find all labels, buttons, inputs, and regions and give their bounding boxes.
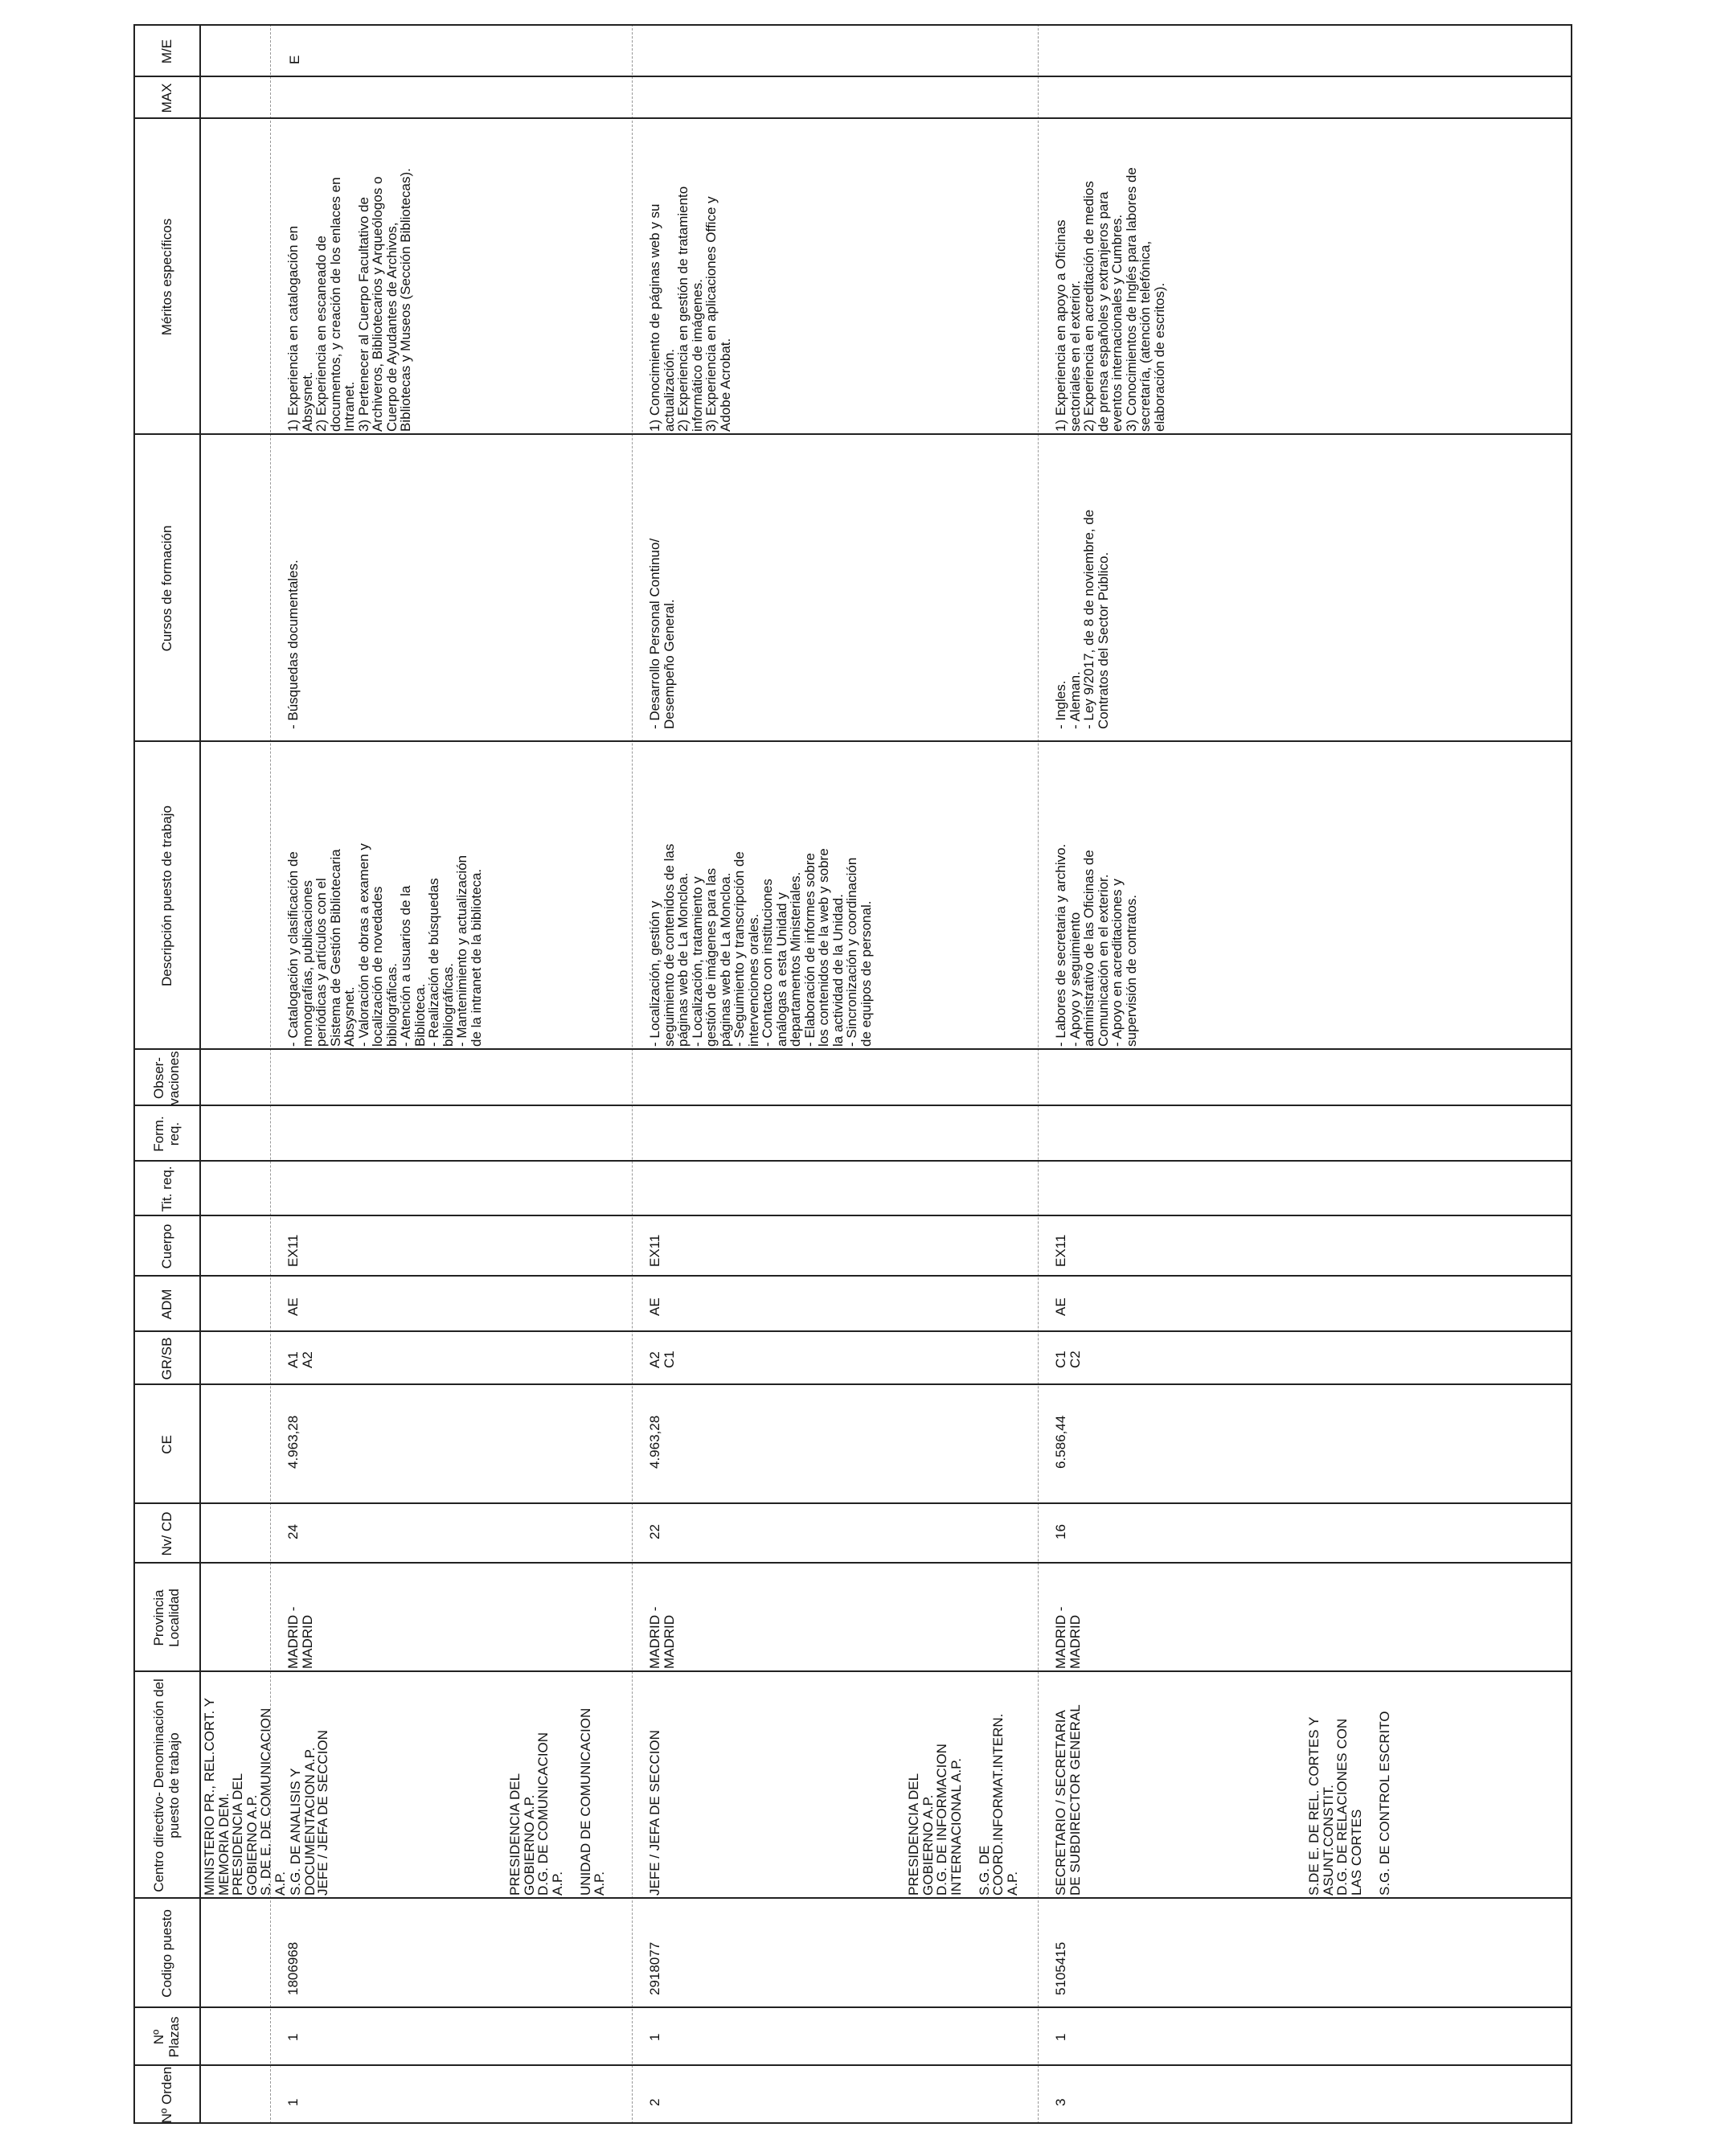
col-line — [133, 76, 1572, 77]
row-2-denominacion: JEFE / JEFA DE SECCION — [647, 1730, 662, 1896]
row-1-descripcion: - Catalogación y clasificación de monografías, publicaciones periódicas y artículos con el Sistema de Gestión Bibliotecaria Absysnet. - Valoración de obras a examen y localización de novedades bibliográficas. - Atención a usuarios de la Biblioteca. - Realización de búsquedas bibliográficas. - Mantenimiento y actualización de la intranet de la biblioteca. — [285, 843, 484, 1047]
row-3-cursos: - Ingles. - Aleman. - Ley 9/2017, de 8 de noviembre, de Contratos del Sector Público. — [1053, 509, 1111, 729]
row-1-nivel: 24 — [285, 1524, 301, 1539]
row-2-grupo: A2 C1 — [647, 1351, 677, 1368]
col-line — [133, 24, 1572, 26]
col-line — [133, 1330, 1572, 1332]
row-3-orden: 3 — [1053, 2098, 1068, 2106]
col-line — [133, 1562, 1572, 1564]
row-1-cursos: - Búsquedas documentales. — [285, 559, 301, 729]
col-line — [133, 1215, 1572, 1216]
col-line — [133, 1897, 1572, 1899]
row-1-denominacion: JEFE / JEFA DE SECCION — [315, 1730, 330, 1896]
header-cursos: Cursos de formación — [158, 525, 174, 652]
col-line — [133, 2064, 1572, 2066]
row-2-codigo: 2918077 — [647, 1941, 662, 1995]
row-1-plazas: 1 — [285, 2033, 301, 2041]
col-line — [133, 1160, 1572, 1162]
row-3-grupo: C1 C2 — [1053, 1351, 1083, 1368]
row-1-provincia: MADRID - MADRID — [285, 1606, 315, 1669]
row-1-cuerpo: EX11 — [285, 1234, 301, 1267]
header-codigo: Codigo puesto — [158, 1909, 174, 1998]
row-2-cuerpo: EX11 — [647, 1234, 662, 1267]
row-1-me: E — [287, 55, 302, 64]
header-provincia: Provincia Localidad — [151, 1588, 182, 1647]
row-separator — [632, 24, 633, 2124]
row-1-adm: AE — [285, 1297, 301, 1316]
row-separator — [1038, 24, 1039, 2124]
row-2-descripcion: - Localización, gestión y seguimiento de contenidos de las páginas web de La Moncloa. - Localización, tratamiento y gestión de imágenes para las páginas web de La Moncloa. - Seguimiento y transcripción de intervenciones orales. - Contacto con instituciones análogas a esta Unidad y departamentos Ministeriales. - Elaboración de informes sobre los contenidos de la web y sobre la actividad de la Unidad. - Sincronización y coordinación de equipos de personal. — [647, 843, 874, 1047]
row-2-plazas: 1 — [647, 2033, 662, 2041]
job-table — [133, 24, 1572, 2124]
header-me: M/E — [158, 39, 174, 64]
row-3-adm: AE — [1053, 1297, 1068, 1316]
row-3-cuerpo: EX11 — [1053, 1234, 1068, 1267]
header-form: Form. req. — [151, 1116, 182, 1152]
col-line — [133, 117, 1572, 119]
header-grupo: GR/SB — [158, 1337, 174, 1380]
row-3-meritos: 1) Experiencia en apoyo a Oficinas sectoriales en el exterior. 2) Experiencia en acreditación de medios de prensa españoles y extranjeros para eventos internacionales y Cumbres. 3) Conocimientos de Inglés para labores de secretaría, (atención telefónica, elaboración de escritos). — [1053, 167, 1167, 432]
header-adm: ADM — [158, 1289, 174, 1320]
row-2-orden: 2 — [647, 2098, 662, 2106]
row-2-nivel: 22 — [647, 1524, 662, 1539]
row-1-next-centro: PRESIDENCIA DEL GOBIERNO A.P. D.G. DE COMUNICACION A.P. UNIDAD DE COMUNICACION A.P. — [507, 1707, 607, 1896]
row-2-next-centro: PRESIDENCIA DEL GOBIERNO A.P. D.G. DE INFORMACION INTERNACIONAL A.P. S.G. DE COORD.INFORMAT.INTERN. A.P. — [906, 1713, 1020, 1896]
header-ce: CE — [158, 1435, 174, 1454]
row-2-provincia: MADRID - MADRID — [647, 1606, 677, 1669]
header-descripcion: Descripción puesto de trabajo — [158, 805, 174, 986]
col-line — [133, 1105, 1572, 1106]
header-divider — [199, 24, 201, 2124]
row-2-cursos: - Desarrollo Personal Continuo/ Desempeño General. — [647, 538, 677, 729]
centro-ministerio: MINISTERIO PR., REL.CORT. Y MEMORIA DEM. PRESIDENCIA DEL GOBIERNO A.P. S. DE E. DE COMUNICACION A.P. — [202, 1698, 288, 1896]
row-3-ce: 6.586,44 — [1053, 1415, 1068, 1469]
row-3-next-centro: S.DE E. DE REL. CORTES Y ASUNT.CONSTIT. D.G. DE RELACIONES CON LAS CORTES S.G. DE CONTROL ESCRITO — [1306, 1711, 1392, 1896]
row-3-denominacion: SECRETARIO / SECRETARIA DE SUBDIRECTOR GENERAL — [1053, 1704, 1083, 1896]
row-2-adm: AE — [647, 1297, 662, 1316]
header-plazas: Nº Plazas — [151, 2016, 182, 2058]
col-line — [133, 2122, 1572, 2124]
row-3-plazas: 1 — [1053, 2033, 1068, 2041]
row-1-grupo: A1 A2 — [285, 1351, 315, 1368]
row-3-provincia: MADRID - MADRID — [1053, 1606, 1083, 1669]
col-line — [133, 1383, 1572, 1385]
row-2-meritos: 1) Conocimiento de páginas web y su actualización. 2) Experiencia en gestión de tratamiento informático de imágenes. 3) Experiencia en aplicaciones Office y Adobe Acrobat. — [647, 186, 733, 432]
col-line — [133, 1502, 1572, 1504]
row-1-orden: 1 — [285, 2098, 301, 2106]
header-meritos: Méritos específicos — [158, 218, 174, 336]
row-1-codigo: 1806968 — [285, 1941, 301, 1995]
col-line — [133, 1048, 1572, 1050]
header-orden: Nº Orden — [158, 2066, 174, 2124]
table-border-bottom — [1571, 24, 1572, 2124]
centro-subdireccion: S.G. DE ANALISIS Y DOCUMENTACION A.P. — [288, 1747, 318, 1896]
header-nivel: Nv/ CD — [158, 1511, 174, 1556]
row-3-descripcion: - Labores de secretaria y archivo. - Apoyo y seguimiento administrativo de las Oficinas de Comunicación en el exterior. - Apoyo en acreditaciones y supervisión de contratos. — [1053, 843, 1139, 1047]
header-tit: Tit. req. — [158, 1166, 174, 1212]
header-cuerpo: Cuerpo — [158, 1224, 174, 1269]
header-max: MAX — [158, 83, 174, 113]
col-line — [133, 1275, 1572, 1277]
row-1-ce: 4.963,28 — [285, 1415, 301, 1469]
header-observaciones: Obser- vaciones — [151, 1051, 182, 1105]
row-3-nivel: 16 — [1053, 1524, 1068, 1539]
row-1-meritos: 1) Experiencia en catalogación en Absysnet. 2) Experiencia en escaneado de documentos, y creación de los enlaces en Intranet. 3) Pertenecer al Cuerpo Facultativo de Archiveros, Bibliotecarios y Arqueólogos o Cuerpo de Ayudantes de Archivos, Bibliotecas y Museos (Sección Bibliotecas). — [285, 168, 413, 432]
header-centro: Centro directivo- Denominación del puesto de trabajo — [151, 1678, 182, 1892]
row-3-codigo: 5105415 — [1053, 1941, 1068, 1995]
col-line — [133, 2006, 1572, 2008]
col-line — [133, 433, 1572, 435]
col-line — [133, 740, 1572, 742]
row-2-ce: 4.963,28 — [647, 1415, 662, 1469]
